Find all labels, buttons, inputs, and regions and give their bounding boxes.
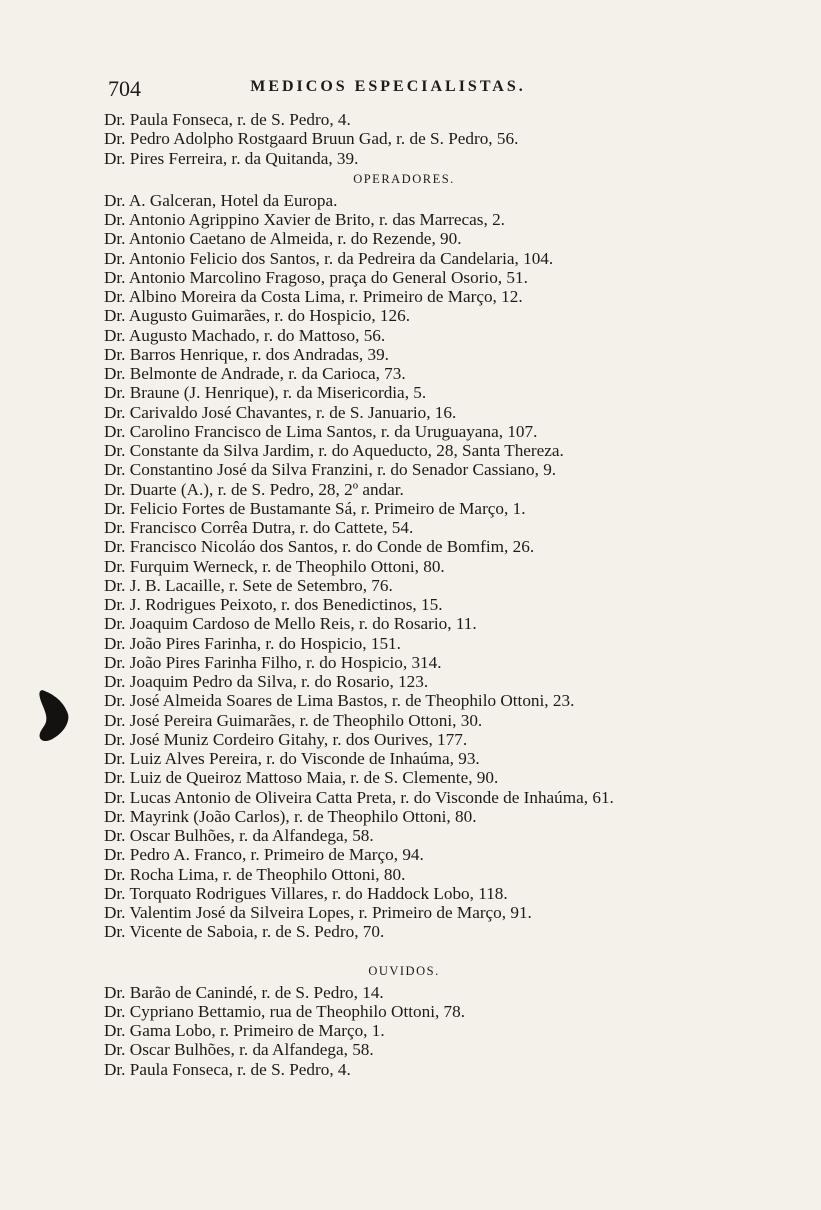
page-number: 704: [108, 76, 141, 101]
list-item: Dr. Pedro Adolpho Rostgaard Bruun Gad, r. de S. Pedro, 56.: [104, 129, 519, 149]
intro-entries: [104, 110, 764, 168]
list-item: Dr. Barão de Canindé, r. de S. Pedro, 14.: [104, 982, 384, 1002]
list-item: Dr. Braune (J. Henrique), r. da Misericordia, 5.: [104, 383, 427, 403]
list-item: Dr. Antonio Agrippino Xavier de Brito, r. das Marrecas, 2.: [104, 210, 505, 229]
running-title: MEDICOS ESPECIALISTAS.: [250, 78, 526, 95]
list-item: Dr. Carivaldo José Chavantes, r. de S. Januario, 16.: [104, 402, 457, 422]
list-item: Dr. Paula Fonseca, r. de S. Pedro, 4.: [104, 1059, 351, 1079]
list-item: Dr. Furquim Werneck, r. de Theophilo Ottoni, 80.: [104, 556, 445, 576]
section-heading: OPERADORES.: [353, 171, 455, 186]
list-item: Dr. Oscar Bulhões, r. da Alfandega, 58.: [104, 826, 374, 845]
list-item: Dr. Joaquim Cardoso de Mello Reis, r. do Rosario, 11.: [104, 614, 477, 634]
list-item: Dr. Constante da Silva Jardim, r. do Aqueducto, 28, Santa Thereza.: [104, 441, 564, 460]
list-item: Dr. A. Galceran, Hotel da Europa.: [104, 190, 338, 210]
list-item: Dr. Rocha Lima, r. de Theophilo Ottoni, 80.: [104, 864, 406, 884]
list-item: Dr. José Almeida Soares de Lima Bastos, r. de Theophilo Ottoni, 23.: [104, 691, 575, 711]
list-item: Dr. J. Rodrigues Peixoto, r. dos Benedictinos, 15.: [104, 595, 443, 614]
list-item: Dr. Joaquim Pedro da Silva, r. do Rosario, 123.: [104, 672, 429, 691]
section-operadores: [104, 168, 764, 942]
list-item: Dr. Oscar Bulhões, r. da Alfandega, 58.: [104, 1040, 374, 1060]
page-body: [104, 110, 764, 1079]
list-item: Dr. Luiz de Queiroz Mattoso Maia, r. de S. Clemente, 90.: [104, 768, 499, 788]
list-item: Dr. José Pereira Guimarães, r. de Theophilo Ottoni, 30.: [104, 710, 483, 730]
list-item: Dr. Valentim José da Silveira Lopes, r. Primeiro de Março, 91.: [104, 903, 532, 922]
list-item: Dr. Carolino Francisco de Lima Santos, r. da Uruguayana, 107.: [104, 421, 538, 441]
list-item: Dr. Antonio Caetano de Almeida, r. do Rezende, 90.: [104, 229, 462, 249]
section-heading: OUVIDOS.: [368, 963, 440, 978]
list-item: Dr. José Muniz Cordeiro Gitahy, r. dos Ourives, 177.: [104, 729, 468, 749]
list-item: Dr. Constantino José da Silva Franzini, r. do Senador Cassiano, 9.: [104, 460, 557, 480]
list-item: Dr. João Pires Farinha Filho, r. do Hospicio, 314.: [104, 652, 442, 672]
list-item: Dr. Lucas Antonio de Oliveira Catta Preta, r. do Visconde de Inhaúma, 61.: [104, 787, 614, 807]
section-ouvidos: [104, 960, 764, 1079]
list-item: Dr. Belmonte de Andrade, r. da Carioca, 73.: [104, 364, 406, 383]
list-item: Dr. Francisco Corrêa Dutra, r. do Cattete, 54.: [104, 518, 414, 537]
list-item: Dr. Francisco Nicoláo dos Santos, r. do Conde de Bomfim, 26.: [104, 537, 535, 557]
page-header: [108, 76, 708, 110]
list-item: Dr. João Pires Farinha, r. do Hospicio, 151.: [104, 633, 401, 653]
list-item: Dr. Torquato Rodrigues Villares, r. do Haddock Lobo, 118.: [104, 883, 508, 903]
list-item: Dr. Luiz Alves Pereira, r. do Visconde de Inhaúma, 93.: [104, 749, 480, 768]
list-item: Dr. Augusto Machado, r. do Mattoso, 56.: [104, 325, 386, 345]
list-item: Dr. Antonio Felicio dos Santos, r. da Pedreira da Candelaria, 104.: [104, 248, 554, 268]
list-item: Dr. Paula Fonseca, r. de S. Pedro, 4.: [104, 110, 351, 129]
list-item: Dr. Vicente de Saboia, r. de S. Pedro, 70.: [104, 922, 385, 942]
list-item: Dr. Felicio Fortes de Bustamante Sá, r. Primeiro de Março, 1.: [104, 498, 526, 518]
list-item: Dr. Pires Ferreira, r. da Quitanda, 39.: [104, 148, 359, 168]
list-item: Dr. Cypriano Bettamio, rua de Theophilo Ottoni, 78.: [104, 1001, 466, 1021]
ink-blot-mark: [34, 688, 74, 744]
list-item: Dr. J. B. Lacaille, r. Sete de Setembro, 76.: [104, 575, 393, 595]
list-item: Dr. Antonio Marcolino Fragoso, praça do General Osorio, 51.: [104, 267, 528, 287]
list-item: Dr. Duarte (A.), r. de S. Pedro, 28, 2º andar.: [104, 479, 404, 499]
list-item: Dr. Mayrink (João Carlos), r. de Theophilo Ottoni, 80.: [104, 806, 477, 826]
list-item: Dr. Pedro A. Franco, r. Primeiro de Março, 94.: [104, 845, 424, 865]
list-item: Dr. Albino Moreira da Costa Lima, r. Primeiro de Março, 12.: [104, 287, 523, 306]
section-spacer: [104, 942, 764, 960]
list-item: Dr. Barros Henrique, r. dos Andradas, 39.: [104, 344, 389, 364]
list-item: Dr. Gama Lobo, r. Primeiro de Março, 1.: [104, 1021, 385, 1040]
list-item: Dr. Augusto Guimarães, r. do Hospicio, 126.: [104, 306, 411, 326]
